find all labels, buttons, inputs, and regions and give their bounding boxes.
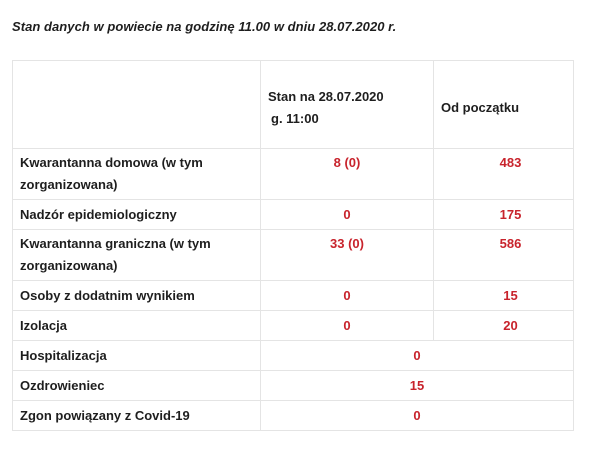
- row-merged-value: 0: [261, 401, 574, 431]
- row-total-value: 483: [434, 149, 574, 200]
- table-row: [13, 281, 574, 311]
- row-label: Kwarantanna graniczna (w tym zorganizowana): [13, 230, 261, 281]
- table-row-merged: [13, 401, 574, 431]
- row-label: Izolacja: [13, 311, 261, 341]
- row-label: Nadzór epidemiologiczny: [13, 200, 261, 230]
- header-current-state: [261, 61, 434, 149]
- row-total-value: 175: [434, 200, 574, 230]
- row-label: Hospitalizacja: [13, 341, 261, 371]
- table-header-row: [13, 61, 574, 149]
- row-label: Zgon powiązany z Covid-19: [13, 401, 261, 431]
- row-label: Osoby z dodatnim wynikiem: [13, 281, 261, 311]
- row-total-value: 20: [434, 311, 574, 341]
- row-current-value: 0: [261, 311, 434, 341]
- row-current-value: 0: [261, 200, 434, 230]
- table-row: [13, 311, 574, 341]
- row-current-value: 0: [261, 281, 434, 311]
- row-current-value: 33 (0): [261, 230, 434, 281]
- row-total-value: 15: [434, 281, 574, 311]
- row-current-value: 8 (0): [261, 149, 434, 200]
- row-merged-value: 15: [261, 371, 574, 401]
- table-row: [13, 149, 574, 200]
- table-row-merged: [13, 341, 574, 371]
- page-heading: Stan danych w powiecie na godzinę 11.00 w dniu 28.07.2020 r.: [12, 19, 397, 34]
- header-current-time: g. 11:00: [271, 110, 319, 126]
- header-current-date: Stan na 28.07.2020: [268, 88, 384, 104]
- table-row: [13, 230, 574, 281]
- row-label: Ozdrowieniec: [13, 371, 261, 401]
- header-empty-cell: [13, 61, 261, 149]
- table-row-merged: [13, 371, 574, 401]
- row-label: Kwarantanna domowa (w tym zorganizowana): [13, 149, 261, 200]
- row-total-value: 586: [434, 230, 574, 281]
- table-row: [13, 200, 574, 230]
- row-merged-value: 0: [261, 341, 574, 371]
- header-since-start: Od początku: [434, 61, 574, 149]
- stats-table: [12, 60, 574, 431]
